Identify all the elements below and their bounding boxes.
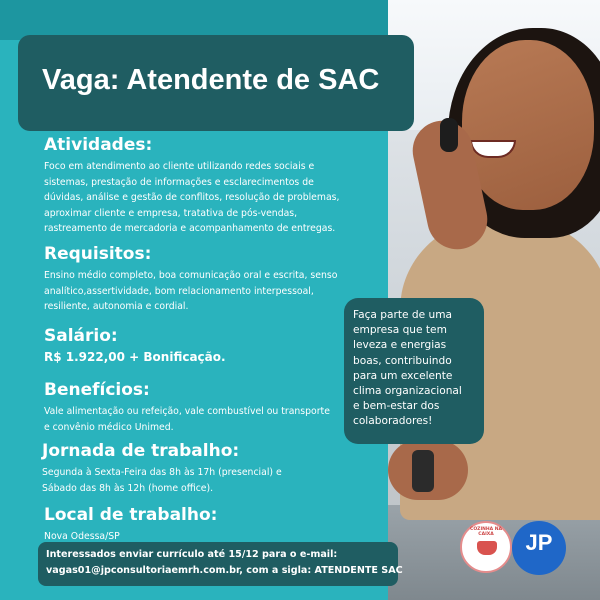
person-face xyxy=(462,40,594,210)
section-beneficios xyxy=(44,380,364,435)
section-line: sistemas, prestação de informações e esclarecimentos de xyxy=(44,176,314,188)
section-atividades xyxy=(44,135,364,237)
section-line: aproximar cliente e empresa, tratativa de pós-vendas, xyxy=(44,207,298,219)
cozinha-logo-text: COZINHA NA CAIXA xyxy=(470,527,502,537)
section-line: Vale alimentação ou refeição, vale combustível ou transporte xyxy=(44,406,330,418)
headset-icon xyxy=(440,118,458,152)
cozinha-logo xyxy=(460,521,512,573)
section-line: dúvidas, análise e gestão de conflitos, resolução de problemas, xyxy=(44,192,340,204)
section-line: Foco em atendimento ao cliente utilizando redes sociais e xyxy=(44,161,315,173)
contact-box xyxy=(38,542,403,586)
callout-line: empresa que tem xyxy=(353,324,447,337)
jp-logo-text: JP xyxy=(525,530,553,555)
callout-line: para um excelente xyxy=(353,369,453,382)
section-line: Segunda à Sexta-Feira das 8h às 17h (presencial) e xyxy=(42,467,282,479)
callout-line: colaboradores! xyxy=(353,415,433,428)
section-line: resiliente, autonomia e cordial. xyxy=(44,301,189,313)
section-heading: Benefícios: xyxy=(44,380,150,400)
callout-line: e bem-estar dos xyxy=(353,400,440,413)
section-jornada xyxy=(42,441,362,496)
section-line: rastreamento de mercadoria e acompanhamento de entregas. xyxy=(44,223,336,235)
callout-box xyxy=(344,298,484,444)
page-title: Vaga: Atendente de SAC xyxy=(42,64,380,96)
section-line: Ensino médio completo, boa comunicação oral e escrita, senso xyxy=(44,270,338,282)
contact-line: Interessados enviar currículo até 15/12 para o e-mail: xyxy=(46,549,338,560)
section-heading: Atividades: xyxy=(44,135,153,155)
contact-email[interactable]: vagas01@jpconsultoriaemrh.com.br, com a sigla: ATENDENTE SAC xyxy=(46,565,403,576)
section-heading: Jornada de trabalho: xyxy=(42,441,240,461)
section-line: e convênio médico Unimed. xyxy=(44,421,174,433)
section-line: Sábado das 8h às 12h (home office). xyxy=(42,482,214,494)
section-heading: Salário: xyxy=(44,326,118,346)
panel-top-band xyxy=(0,0,388,40)
section-salario xyxy=(44,326,364,366)
section-heading: Local de trabalho: xyxy=(44,505,218,525)
section-line: analítico,assertividade, bom relacionamento interpessoal, xyxy=(44,285,314,297)
jp-logo xyxy=(512,521,566,575)
section-local xyxy=(44,505,364,545)
callout-line: clima organizacional xyxy=(353,385,462,398)
pot-icon xyxy=(477,541,497,555)
salary-value: R$ 1.922,00 + Bonificação. xyxy=(44,350,226,365)
callout-line: leveza e energias xyxy=(353,339,447,352)
section-requisitos xyxy=(44,244,364,315)
title-box xyxy=(18,35,414,131)
callout-line: Faça parte de uma xyxy=(353,309,453,321)
section-heading: Requisitos: xyxy=(44,244,152,264)
callout-line: boas, contribuindo xyxy=(353,354,452,367)
location-value: Nova Odessa/SP xyxy=(44,531,120,543)
watch-icon xyxy=(412,450,434,492)
